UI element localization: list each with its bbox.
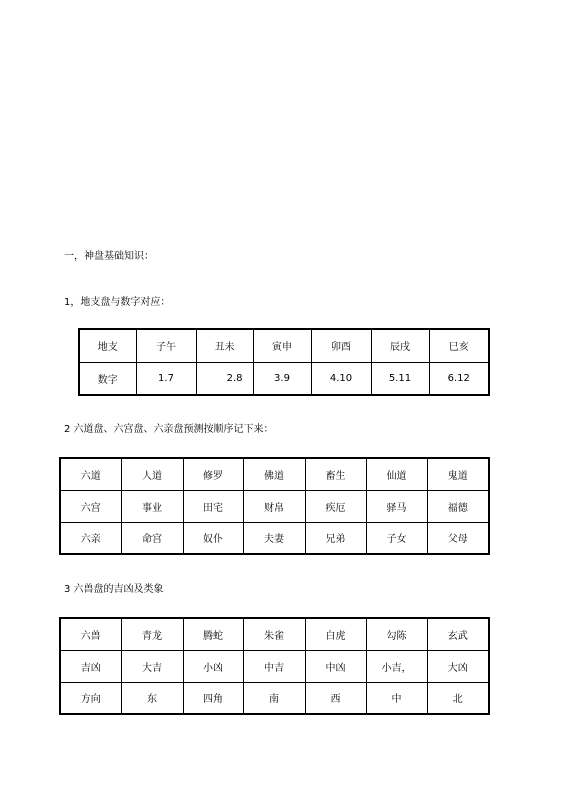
table-cell: 人道 <box>121 458 183 490</box>
table-cell: 畜生 <box>305 458 366 490</box>
table-cell: 佛道 <box>243 458 305 490</box>
table-cell: 卯酉 <box>311 329 371 362</box>
section-heading-dizhi: 1，地支盘与数字对应： <box>64 297 171 308</box>
table-cell: 驿马 <box>366 490 427 522</box>
table-cell: 南 <box>243 682 305 714</box>
table-cell: 方向 <box>60 682 121 714</box>
table-cell: 命宫 <box>121 522 183 554</box>
table-cell: 5.11 <box>371 362 429 395</box>
section-heading-liushou: 3 六兽盘的吉凶及类象 <box>64 584 164 595</box>
table-cell: 仙道 <box>366 458 427 490</box>
table-cell: 大吉 <box>121 650 183 682</box>
table-cell: 勾陈 <box>366 618 427 650</box>
table-row <box>79 329 489 362</box>
table-cell: 修罗 <box>183 458 243 490</box>
table-cell: 吉凶 <box>60 650 121 682</box>
table-row <box>60 682 489 714</box>
table-cell: 4.10 <box>311 362 371 395</box>
liushou-table <box>59 617 490 715</box>
table-cell: 六道 <box>60 458 121 490</box>
table-row <box>60 650 489 682</box>
table-cell: 数字 <box>79 362 136 395</box>
table-cell: 六兽 <box>60 618 121 650</box>
table-cell: 辰戌 <box>371 329 429 362</box>
table-cell: 东 <box>121 682 183 714</box>
table-cell: 寅申 <box>253 329 311 362</box>
section-heading-liudao: 2 六道盘、六宫盘、六亲盘预测按顺序记下来： <box>64 424 274 435</box>
table-cell: 父母 <box>427 522 489 554</box>
liudao-table <box>59 457 490 555</box>
table-cell: 大凶 <box>427 650 489 682</box>
table-cell: 6.12 <box>429 362 489 395</box>
table-cell: 田宅 <box>183 490 243 522</box>
table-row <box>60 618 489 650</box>
table-cell: 白虎 <box>305 618 366 650</box>
table-cell: 中吉 <box>243 650 305 682</box>
table-cell: 奴仆 <box>183 522 243 554</box>
table-cell: 中 <box>366 682 427 714</box>
table-cell: 2.8 <box>196 362 253 395</box>
table-cell: 青龙 <box>121 618 183 650</box>
table-cell: 3.9 <box>253 362 311 395</box>
table-cell: 小凶 <box>183 650 243 682</box>
table-row <box>60 490 489 522</box>
table-cell: 六亲 <box>60 522 121 554</box>
table-cell: 朱雀 <box>243 618 305 650</box>
table-cell: 子女 <box>366 522 427 554</box>
table-cell: 兄弟 <box>305 522 366 554</box>
table-row <box>60 458 489 490</box>
table-cell: 地支 <box>79 329 136 362</box>
table-cell: 玄武 <box>427 618 489 650</box>
table-cell: 财帛 <box>243 490 305 522</box>
table-cell: 丑未 <box>196 329 253 362</box>
table-cell: 鬼道 <box>427 458 489 490</box>
table-cell: 子午 <box>136 329 196 362</box>
table-cell: 1.7 <box>136 362 196 395</box>
table-cell: 巳亥 <box>429 329 489 362</box>
table-cell: 北 <box>427 682 489 714</box>
table-cell: 六宫 <box>60 490 121 522</box>
table-row <box>79 362 489 395</box>
dizhi-number-table <box>78 328 490 396</box>
table-cell: 四角 <box>183 682 243 714</box>
table-cell: 腾蛇 <box>183 618 243 650</box>
table-cell: 小吉， <box>366 650 427 682</box>
section-heading-basics: 一，神盘基础知识： <box>64 251 154 262</box>
table-row <box>60 522 489 554</box>
table-cell: 福德 <box>427 490 489 522</box>
table-cell: 夫妻 <box>243 522 305 554</box>
table-cell: 事业 <box>121 490 183 522</box>
table-cell: 疾厄 <box>305 490 366 522</box>
table-cell: 西 <box>305 682 366 714</box>
table-cell: 中凶 <box>305 650 366 682</box>
